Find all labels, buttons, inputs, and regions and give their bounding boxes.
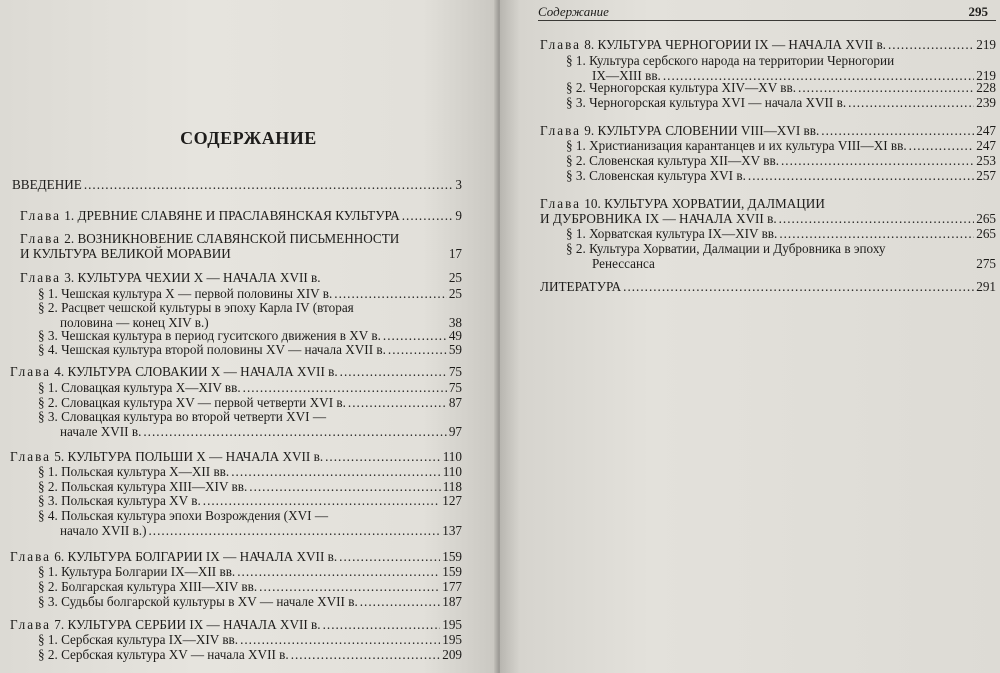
toc-entry-page: 17 (448, 246, 462, 261)
toc-entry-page: 49 (448, 328, 462, 343)
toc-entry-continuation: И ДУБРОВНИКА IX — НАЧАЛА XVII в. (540, 211, 777, 226)
toc-entry-continuation: Ренессанса (592, 256, 655, 271)
toc-entry-page: 87 (448, 395, 462, 410)
toc-entry-page: 228 (976, 80, 996, 95)
chapter-prefix: Глава (10, 449, 51, 464)
toc-entry-page: 257 (976, 168, 996, 183)
toc-entry-text: § 2. Польская культура XIII—XIV вв. (38, 479, 248, 494)
running-head (538, 4, 996, 21)
toc-entry-page: 275 (976, 256, 996, 271)
toc-section (566, 153, 996, 168)
toc-entry-text: § 3. Судьбы болгарской культуры в XV — начале XVII в. (38, 594, 358, 609)
toc-entry-page: 25 (448, 286, 462, 301)
toc-entry-page: 110 (442, 449, 462, 464)
toc-chapter-8 (540, 37, 996, 52)
toc-entry-continuation: половина — конец XIV в.) (60, 315, 209, 330)
toc-entry-text: § 2. Черногорская культура XIV—XV вв. (566, 80, 797, 95)
toc-chapter-4 (10, 364, 462, 379)
toc-entry-text: 3. КУЛЬТУРА ЧЕХИИ X — НАЧАЛА XVII в. (60, 270, 321, 285)
running-head-title: Содержание (538, 4, 609, 19)
toc-section (38, 508, 462, 538)
toc-entry-text: § 4. Чешская культура второй половины XV — начала XVII в. (38, 342, 386, 357)
toc-section (566, 80, 996, 95)
toc-entry-page: 247 (976, 123, 996, 138)
toc-chapter-2 (20, 231, 462, 261)
toc-entry-page: 59 (448, 342, 462, 357)
toc-entry-text: § 1. Словацкая культура X—XIV вв. (38, 380, 241, 395)
toc-entry-page: 75 (448, 380, 462, 395)
toc-entry-text: § 3. Чешская культура в период гуситского движения в XV в. (38, 328, 381, 343)
toc-entry-page: 75 (448, 364, 462, 379)
toc-entry-text: 7. КУЛЬТУРА СЕРБИИ IX — НАЧАЛА XVII в. (50, 617, 321, 632)
toc-entry-text: § 3. Черногорская культура XVI — начала XVII в. (566, 95, 847, 110)
toc-entry-introduction (12, 177, 462, 192)
toc-chapter-7 (10, 617, 462, 632)
page-number: 295 (968, 4, 988, 19)
page-title: СОДЕРЖАНИЕ (180, 128, 317, 148)
toc-entry-text: § 2. Словенская культура XII—XV вв. (566, 153, 779, 168)
toc-entry-page: 253 (976, 153, 996, 168)
toc-entry-text: § 3. Словенская культура XVI в. (566, 168, 746, 183)
toc-chapter-5 (10, 449, 462, 464)
toc-chapter-9 (540, 123, 996, 138)
chapter-prefix: Глава (10, 549, 51, 564)
toc-entry-text: § 2. Словацкая культура XV — первой четверти XVI в. (38, 395, 346, 410)
toc-entry-continuation: начало XVII в.) (60, 523, 147, 538)
toc-entry-page: 159 (442, 549, 462, 564)
toc-entry-text: § 2. Сербская культура XV — начала XVII в. (38, 647, 289, 662)
right-page (500, 0, 1000, 673)
toc-entry-page: 209 (442, 647, 462, 662)
toc-section (38, 564, 462, 579)
toc-entry-text: § 2. Болгарская культура XIII—XIV вв. (38, 579, 258, 594)
toc-entry-page: 9 (455, 208, 462, 223)
toc-entry-page: 127 (442, 493, 462, 508)
toc-entry-page: 38 (448, 315, 462, 330)
toc-chapter-1 (20, 208, 462, 223)
left-page (0, 0, 497, 673)
chapter-prefix: Глава (20, 208, 61, 223)
toc-section (566, 241, 996, 271)
chapter-prefix: Глава (20, 270, 61, 285)
toc-section (38, 342, 462, 357)
toc-entry-text: § 1. Сербская культура IX—XIV вв. (38, 632, 239, 647)
toc-section (38, 380, 462, 395)
toc-chapter-6 (10, 549, 462, 564)
chapter-prefix: Глава (10, 617, 51, 632)
chapter-prefix: Глава (10, 364, 51, 379)
toc-entry-text: 10. КУЛЬТУРА ХОРВАТИИ, ДАЛМАЦИИ (580, 196, 825, 211)
toc-entry-text: 1. ДРЕВНИЕ СЛАВЯНЕ И ПРАСЛАВЯНСКАЯ КУЛЬТУРА (60, 208, 400, 223)
toc-entry-page: 159 (442, 564, 462, 579)
toc-entry-text: § 4. Польская культура эпохи Возрождения (XVI — (38, 508, 329, 523)
toc-entry-text: § 1. Культура Болгарии IX—XII вв. (38, 564, 236, 579)
toc-entry-page: 110 (442, 464, 462, 479)
toc-entry-text: § 2. Культура Хорватии, Далмации и Дубровника в эпоху (566, 241, 886, 256)
toc-entry-page: 195 (442, 632, 462, 647)
toc-section (566, 226, 996, 241)
toc-section (566, 138, 996, 153)
toc-chapter-10 (540, 196, 996, 226)
toc-entry-page: 177 (442, 579, 462, 594)
toc-entry-text: ЛИТЕРАТУРА (540, 279, 622, 294)
toc-entry-text: 6. КУЛЬТУРА БОЛГАРИИ IX — НАЧАЛА XVII в. (50, 549, 338, 564)
toc-entry-page: 247 (976, 138, 996, 153)
toc-entry-page: 187 (442, 594, 462, 609)
toc-entry-page: 25 (448, 270, 462, 285)
toc-entry-text: 2. ВОЗНИКНОВЕНИЕ СЛАВЯНСКОЙ ПИСЬМЕННОСТИ (60, 231, 400, 246)
toc-entry-continuation: IX—XIII вв. (592, 68, 661, 83)
toc-entry-continuation: И КУЛЬТУРА ВЕЛИКОЙ МОРАВИИ (20, 246, 231, 261)
toc-section (566, 95, 996, 110)
toc-entry-text: § 1. Польская культура X—XII вв. (38, 464, 230, 479)
toc-entry-page: 291 (976, 279, 996, 294)
toc-section (38, 286, 462, 301)
toc-entry-text: 9. КУЛЬТУРА СЛОВЕНИИ VIII—XVI вв. (580, 123, 820, 138)
toc-entry-text: 8. КУЛЬТУРА ЧЕРНОГОРИИ IX — НАЧАЛА XVII в. (580, 37, 886, 52)
toc-section (38, 328, 462, 343)
toc-entry-text: 5. КУЛЬТУРА ПОЛЬШИ X — НАЧАЛА XVII в. (50, 449, 324, 464)
toc-chapter-3 (20, 270, 462, 285)
toc-entry-text: 4. КУЛЬТУРА СЛОВАКИИ X — НАЧАЛА XVII в. (50, 364, 338, 379)
chapter-prefix: Глава (540, 123, 581, 138)
toc-section (38, 579, 462, 594)
toc-entry-page: 219 (976, 37, 996, 52)
toc-entry-page: 239 (976, 95, 996, 110)
chapter-prefix: Глава (540, 37, 581, 52)
toc-entry-page: 3 (455, 177, 462, 192)
toc-entry-page: 265 (976, 211, 996, 226)
toc-entry-literature (540, 279, 996, 294)
toc-entry-page: 265 (976, 226, 996, 241)
toc-section (38, 300, 462, 330)
chapter-prefix: Глава (540, 196, 581, 211)
toc-entry-text: § 1. Хорватская культура IX—XIV вв. (566, 226, 778, 241)
toc-section (38, 395, 462, 410)
toc-entry-text: § 1. Христианизация карантанцев и их культура VIII—XI вв. (566, 138, 907, 153)
toc-entry-text: ВВЕДЕНИЕ (12, 177, 82, 192)
toc-entry-page: 195 (442, 617, 462, 632)
toc-section (38, 479, 462, 494)
toc-section (38, 647, 462, 662)
toc-section (38, 632, 462, 647)
toc-section (566, 168, 996, 183)
toc-entry-page: 118 (442, 479, 462, 494)
toc-entry-text: § 3. Словацкая культура во второй четверти XVI — (38, 409, 327, 424)
toc-entry-page: 97 (448, 424, 462, 439)
toc-section (38, 493, 462, 508)
toc-entry-text: § 1. Культура сербского народа на территории Черногории (566, 53, 895, 68)
toc-entry-page: 219 (976, 68, 996, 83)
toc-entry-text: § 1. Чешская культура X — первой половины XIV в. (38, 286, 333, 301)
toc-entry-page: 137 (442, 523, 462, 538)
toc-entry-text: § 2. Расцвет чешской культуры в эпоху Карла IV (вторая (38, 300, 354, 315)
toc-entry-text: § 3. Польская культура XV в. (38, 493, 201, 508)
toc-entry-continuation: начале XVII в. (60, 424, 142, 439)
toc-section (38, 464, 462, 479)
toc-section (38, 409, 462, 439)
toc-section (566, 53, 996, 83)
toc-section (38, 594, 462, 609)
chapter-prefix: Глава (20, 231, 61, 246)
